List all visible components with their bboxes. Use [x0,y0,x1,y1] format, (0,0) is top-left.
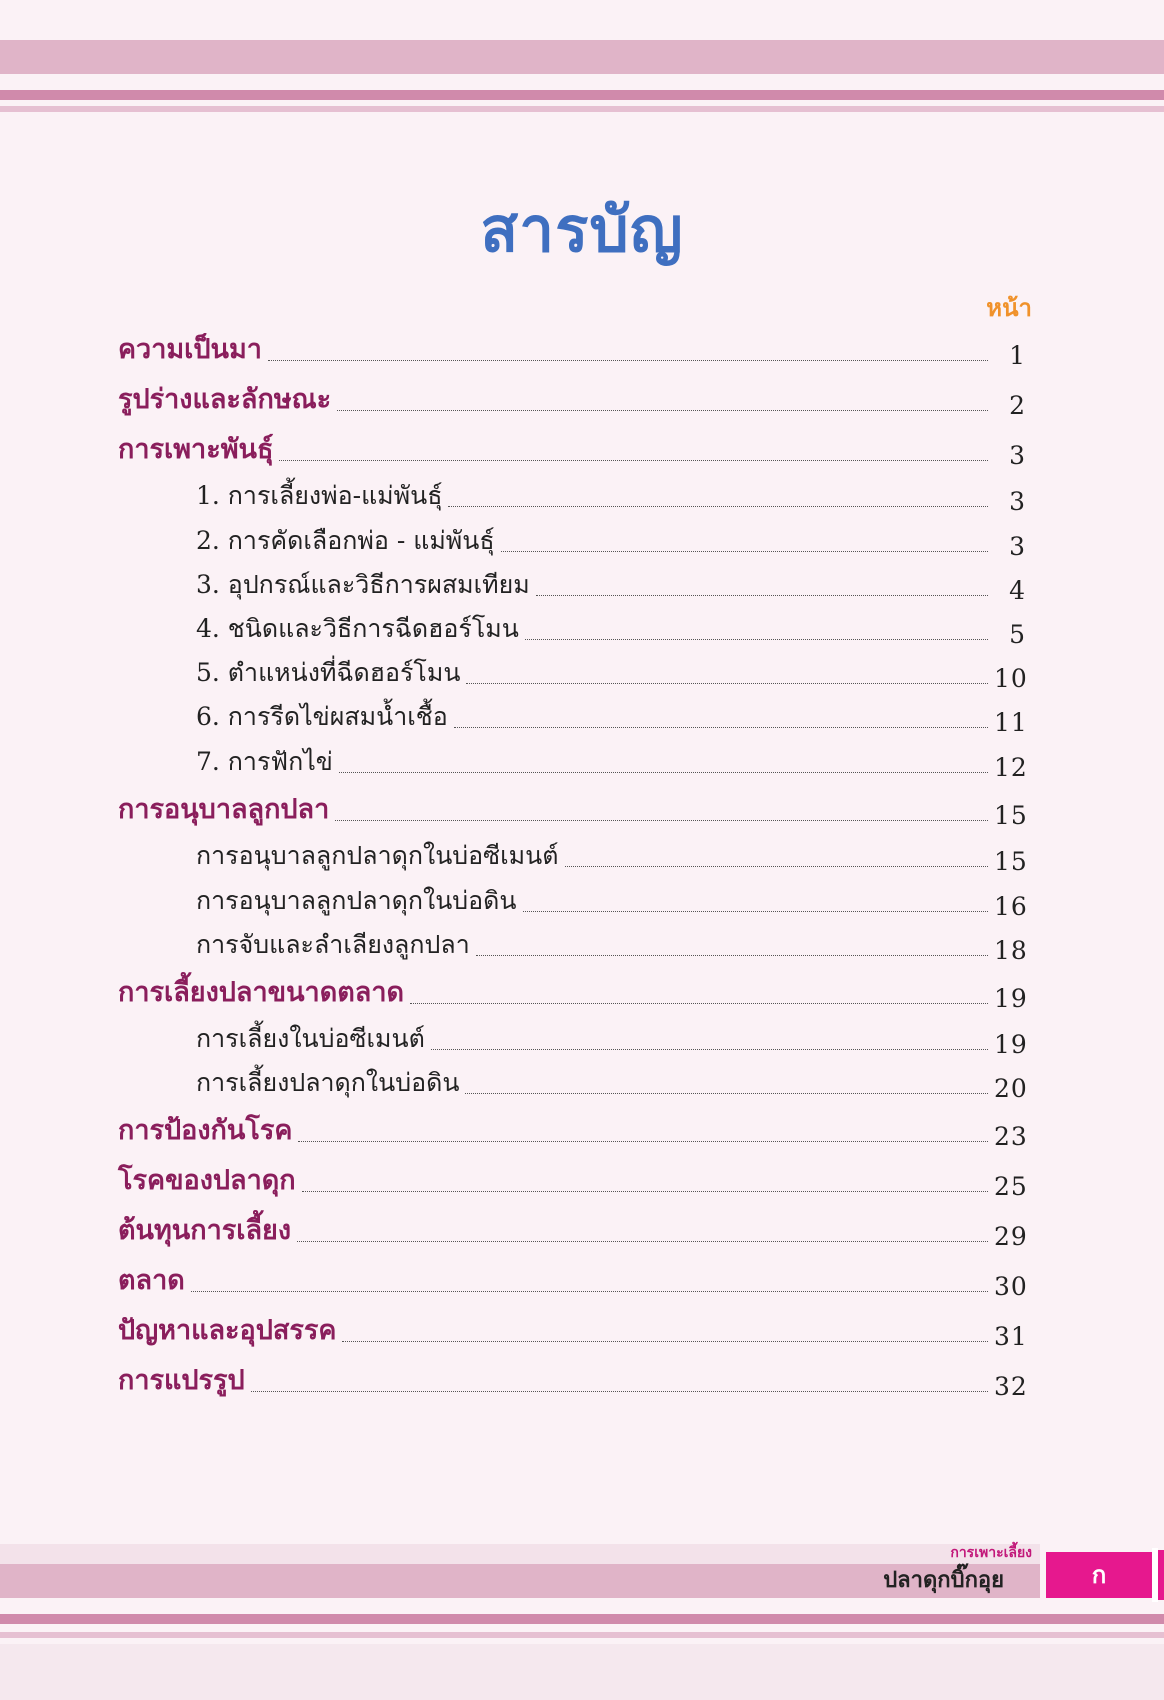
toc-subheading: 1. การเลี้ยงพ่อ-แม่พันธุ์ [196,481,443,510]
toc-page-number: 16 [994,892,1028,921]
toc-entry [118,969,1026,1013]
toc-entry [118,326,1026,370]
toc-page-number: 11 [994,708,1028,737]
dot-leader [337,410,988,411]
dot-leader [536,595,988,596]
toc-heading: การอนุบาลลูกปลา [118,794,330,825]
toc-subheading: การเลี้ยงปลาดุกในบ่อดิน [196,1068,460,1097]
toc-heading: การเพาะพันธุ์ [118,434,274,465]
toc-entry [118,1257,1026,1301]
toc-subheading: การเลี้ยงในบ่อซีเมนต์ [196,1024,425,1053]
toc-entry [118,1107,1026,1151]
footer-bottom-area [0,1644,1164,1700]
page-number-badge: ก [1046,1552,1152,1598]
toc-entry [196,1059,1026,1103]
toc-subheading: การอนุบาลลูกปลาดุกในบ่อดิน [196,886,517,915]
toc-page-number: 31 [994,1322,1028,1351]
toc-entry [196,605,1026,649]
toc-page-number: 29 [994,1222,1028,1251]
dot-leader [298,1141,988,1142]
dot-leader [342,1341,988,1342]
toc-entry [196,472,1026,516]
toc-page-number: 2 [1009,391,1026,420]
dot-leader [466,683,988,684]
toc-subheading: 7. การฟักไข่ [196,747,333,776]
toc-entry [118,376,1026,420]
toc-page-number: 10 [994,664,1028,693]
toc-entry [118,426,1026,470]
toc-entry [196,561,1026,605]
toc-entry [196,517,1026,561]
toc-page-number: 20 [994,1074,1028,1103]
toc-entry [118,1307,1026,1351]
toc-heading: การเลี้ยงปลาขนาดตลาด [118,977,405,1008]
toc-entry [196,877,1026,921]
page-column-header: หน้า [986,294,1032,322]
toc-entry [118,1207,1026,1251]
toc-page-number: 19 [994,984,1028,1013]
toc-heading: ความเป็นมา [118,334,262,365]
toc-page-number: 12 [994,753,1028,782]
toc-subheading: 4. ชนิดและวิธีการฉีดฮอร์โมน [196,614,519,643]
footer-book-title: ปลาดุกบิ๊กอุย [883,1568,1004,1593]
toc-entry [196,921,1026,965]
dot-leader [251,1391,988,1392]
toc-heading: การป้องกันโรค [118,1115,293,1146]
toc-page-number: 4 [1009,576,1026,605]
dot-leader [339,772,988,773]
toc-entry [196,832,1026,876]
badge-edge [1158,1550,1164,1600]
footer-subtitle: การเพาะเลี้ยง [950,1545,1032,1561]
dot-leader [431,1049,988,1050]
dot-leader [448,506,988,507]
dot-leader [302,1191,988,1192]
dot-leader [279,460,988,461]
dot-leader [476,955,988,956]
toc-entry [118,1157,1026,1201]
toc-page-number: 3 [1009,532,1026,561]
toc-subheading: 2. การคัดเลือกพ่อ - แม่พันธุ์ [196,526,495,555]
top-band-wide [0,40,1164,74]
toc-heading: ตลาด [118,1265,185,1296]
dot-leader [335,820,988,821]
toc-page-number: 15 [994,847,1028,876]
toc-heading: ต้นทุนการเลี้ยง [118,1215,292,1246]
dot-leader [525,639,988,640]
toc-heading: การแปรรูป [118,1365,245,1396]
footer-band-thin [0,1614,1164,1624]
toc-page-number: 1 [1009,341,1026,370]
dot-leader [410,1003,988,1004]
dot-leader [565,866,989,867]
toc-entry [196,693,1026,737]
toc-entry [118,1357,1026,1401]
dot-leader [268,360,988,361]
top-band-thin [0,90,1164,100]
toc-heading: รูปร่างและลักษณะ [118,384,332,415]
toc-subheading: การอนุบาลลูกปลาดุกในบ่อซีเมนต์ [196,841,559,870]
toc-page-number: 30 [994,1272,1028,1301]
toc-page-number: 19 [994,1030,1028,1059]
toc-entry [196,1015,1026,1059]
toc-subheading: การจับและลำเลียงลูกปลา [196,930,470,959]
footer-band-line [0,1632,1164,1638]
toc-subheading: 6. การรีดไข่ผสมน้ำเชื้อ [196,702,448,731]
dot-leader [465,1093,988,1094]
toc-heading: ปัญหาและอุปสรรค [118,1315,337,1346]
toc-entry [196,649,1026,693]
dot-leader [501,551,988,552]
toc-page-number: 18 [994,936,1028,965]
dot-leader [191,1291,988,1292]
toc-page-number: 15 [994,801,1028,830]
toc-page-number: 32 [994,1372,1028,1401]
toc-page-number: 3 [1009,487,1026,516]
toc-page-number: 23 [994,1122,1028,1151]
dot-leader [454,727,988,728]
toc-entry [118,786,1026,830]
top-band-line [0,106,1164,112]
toc-entry [196,738,1026,782]
footer-band-top [0,1544,1040,1564]
page-title: สารบัญ [480,193,684,266]
toc-subheading: 5. ตำแหน่งที่ฉีดฮอร์โมน [196,658,461,687]
toc-heading: โรคของปลาดุก [118,1165,296,1196]
toc-page-number: 25 [994,1172,1028,1201]
toc-page-number: 3 [1009,441,1026,470]
toc-page-number: 5 [1009,620,1026,649]
dot-leader [523,911,989,912]
dot-leader [297,1241,988,1242]
toc-subheading: 3. อุปกรณ์และวิธีการผสมเทียม [196,570,530,599]
